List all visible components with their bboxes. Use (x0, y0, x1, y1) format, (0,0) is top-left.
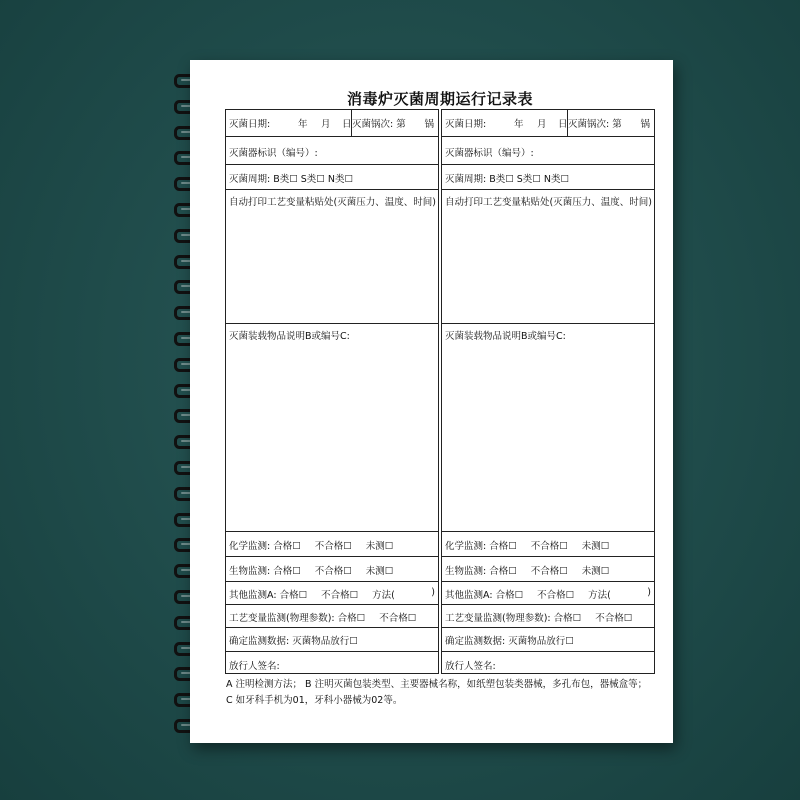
pot-label: 灭菌锅次: 第 (352, 119, 406, 130)
record-column-right (441, 109, 655, 674)
bio-line (229, 563, 393, 577)
pass-option: 合格☐ (489, 541, 517, 552)
chem-line (445, 538, 609, 552)
page-title: 消毒炉灭菌周期运行记录表 (346, 90, 533, 108)
month-label: 月 (321, 119, 331, 130)
fail-option: 不合格☐ (537, 590, 575, 601)
device-id-row (226, 137, 438, 165)
record-column-left (225, 109, 439, 674)
process-label: 工艺变量监测(物理参数): (445, 613, 551, 624)
signature-row (226, 652, 438, 675)
print-label: 自动打印工艺变量粘贴处(灭菌压力、温度、时间) (229, 197, 436, 208)
process-monitor-row (226, 605, 438, 628)
fail-option: 不合格☐ (321, 590, 359, 601)
chem-label: 化学监测: (445, 541, 487, 552)
month-label: 月 (537, 119, 547, 130)
method-label: 方法( (372, 590, 395, 601)
footnotes (226, 677, 666, 709)
pass-option: 合格☐ (337, 613, 366, 624)
process-line (229, 610, 416, 624)
print-label: 自动打印工艺变量粘贴处(灭菌压力、温度、时间) (445, 197, 652, 208)
date-cell (226, 110, 352, 136)
biological-monitor-row (442, 557, 654, 582)
date-cell (442, 110, 568, 136)
sign-label: 放行人签名: (229, 661, 280, 672)
method-close: ) (431, 587, 435, 598)
other-label: 其他监测A: (229, 590, 277, 601)
fail-option: 不合格☐ (314, 566, 352, 577)
other-line (445, 587, 611, 601)
date-row (226, 110, 438, 137)
date-row (442, 110, 654, 137)
load-description-area (442, 324, 654, 532)
untested-option: 未测☐ (581, 541, 610, 552)
method-label: 方法( (588, 590, 611, 601)
process-label: 工艺变量监测(物理参数): (229, 613, 335, 624)
fail-option: 不合格☐ (379, 613, 417, 624)
pass-option: 合格☐ (273, 566, 301, 577)
other-label: 其他监测A: (445, 590, 493, 601)
device-id-row (442, 137, 654, 165)
chem-line (229, 538, 393, 552)
pot-unit: 锅 (640, 119, 650, 130)
pass-option: 合格☐ (273, 541, 301, 552)
bio-line (445, 563, 609, 577)
process-line (445, 610, 632, 624)
load-label: 灭菌装载物品说明B或编号C: (445, 331, 566, 342)
other-line (229, 587, 395, 601)
confirm-row (226, 628, 438, 652)
chemical-monitor-row (442, 532, 654, 557)
cycle-label: 灭菌周期: B类☐ S类☐ N类☐ (229, 174, 353, 185)
untested-option: 未测☐ (365, 541, 394, 552)
other-monitor-row (226, 582, 438, 605)
confirm-label: 确定监测数据: 灭菌物品放行☐ (445, 636, 574, 647)
pot-label: 灭菌锅次: 第 (568, 119, 622, 130)
other-monitor-row (442, 582, 654, 605)
process-monitor-row (442, 605, 654, 628)
signature-row (442, 652, 654, 675)
load-label: 灭菌装载物品说明B或编号C: (229, 331, 350, 342)
year-label: 年 (298, 119, 308, 130)
footnote-line-2: C 如牙科手机为01，牙科小器械为02等。 (226, 695, 403, 706)
date-label: 灭菌日期: (229, 119, 271, 130)
fail-option: 不合格☐ (314, 541, 352, 552)
footnote-line-1: A 注明检测方法； B 注明灭菌包装类型、主要器械名称，如纸塑包装类器械，多孔布包，器械盒等； (226, 679, 648, 690)
fail-option: 不合格☐ (530, 541, 568, 552)
pass-option: 合格☐ (553, 613, 582, 624)
fail-option: 不合格☐ (595, 613, 633, 624)
cycle-row (226, 165, 438, 190)
bio-label: 生物监测: (445, 566, 487, 577)
day-label: 日 (342, 119, 352, 130)
pass-option: 合格☐ (489, 566, 517, 577)
year-label: 年 (514, 119, 524, 130)
fail-option: 不合格☐ (530, 566, 568, 577)
pass-option: 合格☐ (495, 590, 524, 601)
confirm-label: 确定监测数据: 灭菌物品放行☐ (229, 636, 358, 647)
load-description-area (226, 324, 438, 532)
bio-label: 生物监测: (229, 566, 271, 577)
untested-option: 未测☐ (581, 566, 610, 577)
device-id-label: 灭菌器标识（编号）: (229, 148, 318, 159)
date-label: 灭菌日期: (445, 119, 487, 130)
biological-monitor-row (226, 557, 438, 582)
pot-unit: 锅 (424, 119, 434, 130)
print-paste-area (442, 190, 654, 324)
cycle-label: 灭菌周期: B类☐ S类☐ N类☐ (445, 174, 569, 185)
cycle-row (442, 165, 654, 190)
confirm-row (442, 628, 654, 652)
pass-option: 合格☐ (279, 590, 308, 601)
chemical-monitor-row (226, 532, 438, 557)
print-paste-area (226, 190, 438, 324)
device-id-label: 灭菌器标识（编号）: (445, 148, 534, 159)
day-label: 日 (558, 119, 568, 130)
chem-label: 化学监测: (229, 541, 271, 552)
method-close: ) (647, 587, 651, 598)
sign-label: 放行人签名: (445, 661, 496, 672)
untested-option: 未测☐ (365, 566, 394, 577)
